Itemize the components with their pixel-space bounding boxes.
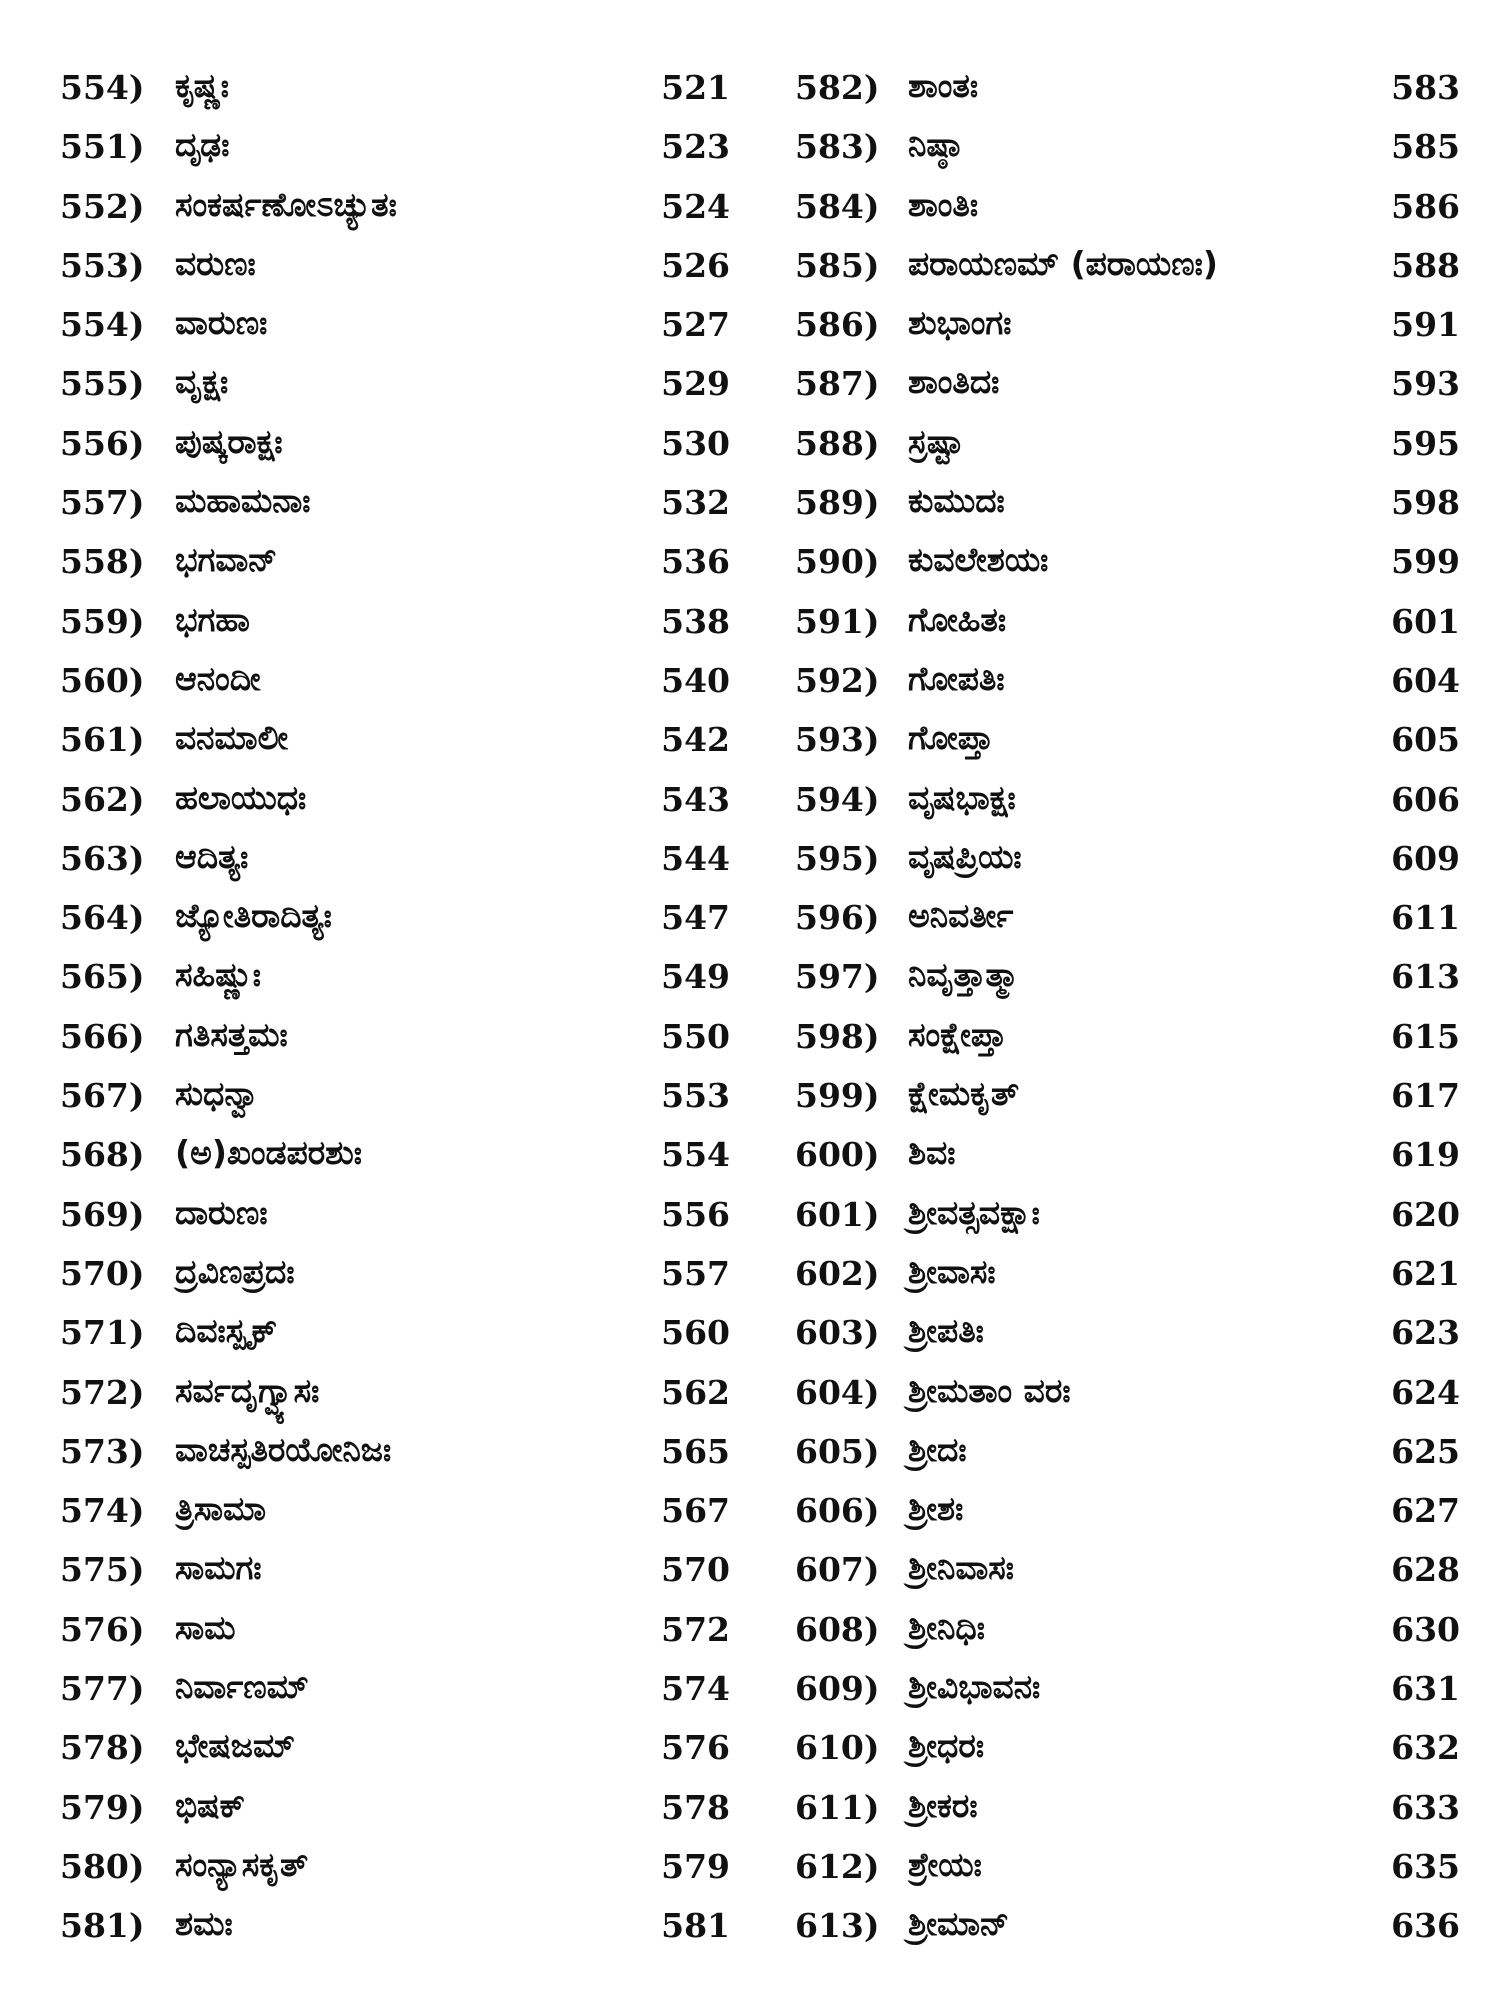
index-entry (60, 1841, 750, 1900)
index-entry (790, 1604, 1470, 1663)
entry-page-number: 623 (1391, 1313, 1460, 1353)
index-entry (60, 1722, 750, 1781)
entry-name: ಸಹಿಷ್ಣುಃ (175, 955, 261, 995)
entry-page-number: 588 (1391, 245, 1460, 285)
entry-page-number: 536 (661, 542, 730, 582)
entry-name: ಕ್ಷೇಮಕೃತ್ (908, 1074, 1020, 1114)
index-entry (60, 1248, 750, 1307)
entry-name: ಭಿಷಕ್ (175, 1785, 246, 1825)
entry-name: ಸಾಮ (175, 1607, 236, 1647)
index-entry (790, 1722, 1470, 1781)
entry-name: ಶ್ರೀವತ್ಸವಕ್ಷಾಃ (908, 1192, 1040, 1232)
entry-number: 578) (60, 1728, 145, 1768)
entry-page-number: 576 (661, 1728, 730, 1768)
entry-page-number: 617 (1391, 1076, 1460, 1116)
entry-page-number: 627 (1391, 1491, 1460, 1531)
entry-page-number: 526 (661, 245, 730, 285)
entry-number: 587) (795, 364, 880, 404)
entry-name: ದೃಢಃ (175, 125, 230, 165)
entry-page-number: 578 (661, 1787, 730, 1827)
entry-name: ಗತಿಸತ್ತಮಃ (175, 1014, 288, 1054)
entry-page-number: 550 (661, 1016, 730, 1056)
index-entry (790, 181, 1470, 240)
entry-number: 584) (795, 186, 880, 226)
entry-page-number: 556 (661, 1194, 730, 1234)
entry-name: ಪರಾಯಣಮ್ (ಪರಾಯಣಃ) (908, 243, 1218, 283)
index-entry (790, 655, 1470, 714)
entry-number: 591) (795, 601, 880, 641)
index-entry (60, 1070, 750, 1129)
entry-page-number: 579 (661, 1846, 730, 1886)
entry-number: 579) (60, 1787, 145, 1827)
entry-page-number: 598 (1391, 483, 1460, 523)
entry-number: 601) (795, 1194, 880, 1234)
entry-number: 603) (795, 1313, 880, 1353)
entry-number: 609) (795, 1669, 880, 1709)
entry-page-number: 543 (661, 779, 730, 819)
entry-number: 551) (60, 127, 145, 167)
entry-number: 570) (60, 1253, 145, 1293)
entry-page-number: 527 (661, 305, 730, 345)
entry-number: 577) (60, 1669, 145, 1709)
entry-number: 610) (795, 1728, 880, 1768)
index-entry (60, 536, 750, 595)
entry-name: ಭೇಷಜಮ್ (175, 1726, 296, 1766)
index-entry (60, 1485, 750, 1544)
entry-page-number: 605 (1391, 720, 1460, 760)
entry-name: ಪುಷ್ಕರಾಕ್ಷಃ (175, 421, 283, 461)
entry-number: 596) (795, 898, 880, 938)
entry-page-number: 570 (661, 1550, 730, 1590)
index-entry (60, 1307, 750, 1366)
entry-page-number: 523 (661, 127, 730, 167)
index-entry (60, 240, 750, 299)
index-entry (790, 1070, 1470, 1129)
entry-number: 568) (60, 1135, 145, 1175)
entry-page-number: 547 (661, 898, 730, 938)
entry-number: 585) (795, 245, 880, 285)
entry-number: 567) (60, 1076, 145, 1116)
entry-page-number: 609 (1391, 838, 1460, 878)
index-entry (790, 833, 1470, 892)
entry-number: 565) (60, 957, 145, 997)
entry-name: ಗೋಪ್ತಾ (908, 718, 994, 758)
entry-name: ಶ್ರೀಧರಃ (908, 1726, 985, 1766)
index-entry (60, 1189, 750, 1248)
entry-page-number: 586 (1391, 186, 1460, 226)
entry-name: ಸಂನ್ಯಾಸಕೃತ್ (175, 1844, 309, 1884)
entry-name: ಸಾಮಗಃ (175, 1548, 262, 1588)
entry-page-number: 619 (1391, 1135, 1460, 1175)
entry-name: ವಾಚಸ್ಪತಿರಯೋನಿಜಃ (175, 1429, 392, 1469)
index-entry (60, 1426, 750, 1485)
entry-number: 611) (795, 1787, 880, 1827)
entry-name: ಶ್ರೀವಿಭಾವನಃ (908, 1667, 1041, 1707)
entry-name: ಶ್ರೀಕರಃ (908, 1785, 978, 1825)
entry-page-number: 624 (1391, 1372, 1460, 1412)
entry-name: ವಾರುಣಃ (175, 303, 268, 343)
entry-page-number: 606 (1391, 779, 1460, 819)
entry-number: 598) (795, 1016, 880, 1056)
entry-name: ಶ್ರೀಪತಿಃ (908, 1311, 984, 1351)
entry-name: ಶ್ರೀಶಃ (908, 1489, 964, 1529)
index-entry (60, 299, 750, 358)
entry-number: 582) (795, 68, 880, 107)
entry-number: 612) (795, 1846, 880, 1886)
entry-number: 605) (795, 1431, 880, 1471)
index-entry (790, 1248, 1470, 1307)
index-entry (60, 833, 750, 892)
index-entry (790, 121, 1470, 180)
entry-number: 589) (795, 483, 880, 523)
entry-page-number: 542 (661, 720, 730, 760)
entry-name: ನಿಷ್ಠಾ (908, 125, 961, 165)
entry-number: 588) (795, 423, 880, 463)
entry-page-number: 538 (661, 601, 730, 641)
index-entry (60, 418, 750, 477)
index-entry (790, 62, 1470, 121)
entry-number: 604) (795, 1372, 880, 1412)
index-entry (60, 121, 750, 180)
entry-number: 597) (795, 957, 880, 997)
entry-name: ಭಗವಾನ್ (175, 540, 278, 580)
entry-name: ಶ್ರೀವಾಸಃ (908, 1251, 996, 1291)
entry-name: ದಾರುಣಃ (175, 1192, 268, 1232)
entry-number: 556) (60, 423, 145, 463)
index-entry (790, 1011, 1470, 1070)
entry-name: ಭಗಹಾ (175, 599, 250, 639)
entry-page-number: 581 (661, 1906, 730, 1946)
entry-number: 572) (60, 1372, 145, 1412)
entry-page-number: 635 (1391, 1846, 1460, 1886)
entry-name: ಶಮಃ (175, 1904, 233, 1944)
entry-page-number: 593 (1391, 364, 1460, 404)
entry-name: ವೃಷಪ್ರಿಯಃ (908, 836, 1022, 876)
entry-page-number: 625 (1391, 1431, 1460, 1471)
index-entry (60, 1011, 750, 1070)
entry-number: 593) (795, 720, 880, 760)
index-entry (60, 714, 750, 773)
index-entry (790, 1129, 1470, 1188)
index-entry (60, 1544, 750, 1603)
entry-page-number: 544 (661, 838, 730, 878)
entry-number: 554) (60, 305, 145, 345)
entry-page-number: 521 (661, 68, 730, 107)
entry-number: 592) (795, 660, 880, 700)
index-entry (790, 1900, 1470, 1959)
entry-number: 594) (795, 779, 880, 819)
index-entry (790, 596, 1470, 655)
entry-name: ಕೃಷ್ಣಃ (175, 66, 230, 105)
entry-number: 595) (795, 838, 880, 878)
entry-number: 564) (60, 898, 145, 938)
entry-number: 575) (60, 1550, 145, 1590)
entry-name: ಶ್ರೀಮಾನ್ (908, 1904, 1010, 1944)
entry-page-number: 574 (661, 1669, 730, 1709)
left-column (60, 62, 750, 1960)
entry-page-number: 583 (1391, 68, 1460, 107)
entry-number: 573) (60, 1431, 145, 1471)
index-entry (60, 62, 750, 121)
entry-page-number: 572 (661, 1609, 730, 1649)
entry-page-number: 560 (661, 1313, 730, 1353)
entry-page-number: 591 (1391, 305, 1460, 345)
entry-number: 569) (60, 1194, 145, 1234)
entry-number: 608) (795, 1609, 880, 1649)
index-entry (790, 714, 1470, 773)
index-entry (790, 1782, 1470, 1841)
entry-page-number: 633 (1391, 1787, 1460, 1827)
entry-name: ಶಾಂತಿಃ (908, 184, 979, 224)
entry-name: ದ್ರವಿಣಪ್ರದಃ (175, 1251, 295, 1291)
entry-number: 590) (795, 542, 880, 582)
entry-page-number: 532 (661, 483, 730, 523)
entry-page-number: 632 (1391, 1728, 1460, 1768)
index-entry (60, 1129, 750, 1188)
entry-number: 600) (795, 1135, 880, 1175)
entry-page-number: 554 (661, 1135, 730, 1175)
entry-page-number: 585 (1391, 127, 1460, 167)
entry-number: 607) (795, 1550, 880, 1590)
entry-name: ಸರ್ವದೃಗ್ವ್ಯಾಸಃ (175, 1370, 320, 1410)
entry-page-number: 615 (1391, 1016, 1460, 1056)
entry-name: ಶಿವಃ (908, 1133, 956, 1173)
entry-number: 566) (60, 1016, 145, 1056)
entry-page-number: 611 (1391, 898, 1460, 938)
entry-page-number: 530 (661, 423, 730, 463)
index-entry (60, 951, 750, 1010)
entry-number: 555) (60, 364, 145, 404)
right-column (790, 62, 1470, 1960)
entry-number: 602) (795, 1253, 880, 1293)
entry-name: ಶ್ರೀಮತಾಂ ವರಃ (908, 1370, 1071, 1410)
entry-name: ಶ್ರೀದಃ (908, 1429, 967, 1469)
entry-name: ಮಹಾಮನಾಃ (175, 481, 311, 521)
index-entry (790, 1426, 1470, 1485)
entry-page-number: 595 (1391, 423, 1460, 463)
entry-number: 557) (60, 483, 145, 523)
entry-page-number: 562 (661, 1372, 730, 1412)
index-entry (790, 477, 1470, 536)
entry-name: ಶ್ರೀನಿಧಿಃ (908, 1607, 985, 1647)
index-entry (60, 1782, 750, 1841)
entry-name: ಶಾಂತಿದಃ (908, 362, 1000, 402)
entry-number: 560) (60, 660, 145, 700)
index-entry (790, 1367, 1470, 1426)
entry-page-number: 620 (1391, 1194, 1460, 1234)
entry-number: 562) (60, 779, 145, 819)
entry-name: ಕುವಲೇಶಯಃ (908, 540, 1049, 580)
entry-name: ಶ್ರೀನಿವಾಸಃ (908, 1548, 1014, 1588)
entry-name: ಸ್ರಷ್ಟಾ (908, 421, 964, 461)
index-entry (790, 1189, 1470, 1248)
entry-page-number: 529 (661, 364, 730, 404)
entry-page-number: 565 (661, 1431, 730, 1471)
index-entry (790, 299, 1470, 358)
entry-name: ವರುಣಃ (175, 243, 256, 283)
entry-name: (ಅ)ಖಂಡಪರಶುಃ (175, 1133, 362, 1173)
entry-number: 552) (60, 186, 145, 226)
entry-number: 559) (60, 601, 145, 641)
index-entry (790, 1485, 1470, 1544)
index-entry (60, 1604, 750, 1663)
entry-name: ಗೋಹಿತಃ (908, 599, 1007, 639)
entry-name: ಆದಿತ್ಯಃ (175, 836, 249, 876)
entry-page-number: 553 (661, 1076, 730, 1116)
entry-name: ವೃಷಭಾಕ್ಷಃ (908, 777, 1016, 817)
entry-number: 563) (60, 838, 145, 878)
entry-name: ಹಲಾಯುಧಃ (175, 777, 307, 817)
entry-name: ಸಂಕರ್ಷಣೋಽಚ್ಯುತಃ (175, 184, 397, 224)
entry-number: 580) (60, 1846, 145, 1886)
entry-page-number: 604 (1391, 660, 1460, 700)
entry-number: 586) (795, 305, 880, 345)
entry-name: ಶಾಂತಃ (908, 66, 979, 105)
entry-number: 581) (60, 1906, 145, 1946)
index-entry (790, 1307, 1470, 1366)
index-entry (790, 418, 1470, 477)
entry-name: ನಿವೃತ್ತಾತ್ಮಾ (908, 955, 1020, 995)
entry-name: ದಿವಃಸ್ಪೃಕ್ (175, 1311, 278, 1351)
entry-name: ಸುಧನ್ವಾ (175, 1074, 261, 1114)
index-entry (60, 1663, 750, 1722)
entry-name: ಆನಂದೀ (175, 658, 261, 698)
entry-page-number: 601 (1391, 601, 1460, 641)
index-entry (790, 1663, 1470, 1722)
index-entry (790, 951, 1470, 1010)
entry-page-number: 621 (1391, 1253, 1460, 1293)
index-entry (790, 240, 1470, 299)
index-entry (790, 358, 1470, 417)
index-entry (60, 655, 750, 714)
entry-name: ನಿರ್ವಾಣಮ್ (175, 1667, 309, 1707)
entry-number: 553) (60, 245, 145, 285)
index-entry (60, 892, 750, 951)
index-entry (790, 892, 1470, 951)
entry-number: 571) (60, 1313, 145, 1353)
index-entry (790, 1841, 1470, 1900)
index-entry (790, 774, 1470, 833)
entry-page-number: 557 (661, 1253, 730, 1293)
index-entry (60, 477, 750, 536)
entry-number: 606) (795, 1491, 880, 1531)
index-entry (60, 596, 750, 655)
index-entry (60, 1900, 750, 1959)
entry-number: 613) (795, 1906, 880, 1946)
entry-page-number: 540 (661, 660, 730, 700)
index-entry (60, 181, 750, 240)
entry-name: ವೃಕ್ಷಃ (175, 362, 229, 402)
entry-number: 561) (60, 720, 145, 760)
index-entry (60, 774, 750, 833)
index-entry (790, 1544, 1470, 1603)
entry-name: ಗೋಪತಿಃ (908, 658, 1005, 698)
entry-page-number: 636 (1391, 1906, 1460, 1946)
entry-page-number: 567 (661, 1491, 730, 1531)
entry-page-number: 599 (1391, 542, 1460, 582)
entry-number: 574) (60, 1491, 145, 1531)
entry-page-number: 549 (661, 957, 730, 997)
entry-page-number: 524 (661, 186, 730, 226)
entry-number: 576) (60, 1609, 145, 1649)
entry-name: ಕುಮುದಃ (908, 481, 1005, 521)
entry-name: ಶ್ರೇಯಃ (908, 1844, 982, 1884)
entry-number: 558) (60, 542, 145, 582)
entry-name: ಜ್ಯೋತಿರಾದಿತ್ಯಃ (175, 896, 332, 936)
index-entry (60, 358, 750, 417)
entry-name: ತ್ರಿಸಾಮಾ (175, 1489, 267, 1529)
entry-name: ಶುಭಾಂಗಃ (908, 303, 1012, 343)
entry-page-number: 628 (1391, 1550, 1460, 1590)
index-entry (790, 536, 1470, 595)
entry-name: ಸಂಕ್ಷೇಪ್ತಾ (908, 1014, 1007, 1054)
entry-number: 554) (60, 68, 145, 107)
entry-page-number: 631 (1391, 1669, 1460, 1709)
entry-name: ವನಮಾಲೀ (175, 718, 289, 758)
entry-page-number: 613 (1391, 957, 1460, 997)
index-entry (60, 1367, 750, 1426)
entry-number: 599) (795, 1076, 880, 1116)
entry-number: 583) (795, 127, 880, 167)
entry-page-number: 630 (1391, 1609, 1460, 1649)
entry-name: ಅನಿವರ್ತೀ (908, 896, 1014, 936)
